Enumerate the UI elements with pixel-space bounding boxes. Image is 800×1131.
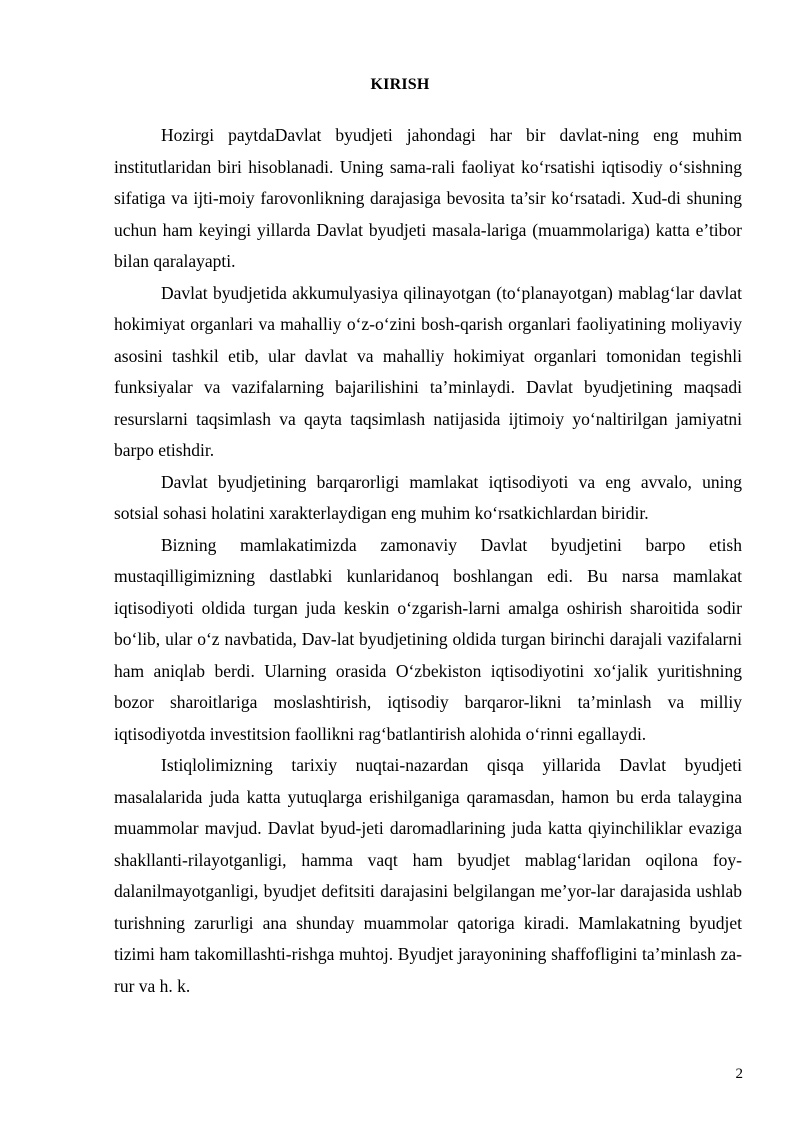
paragraph-3: Davlat byudjetining barqarorligi mamlakat iqtisodiyoti va eng avvalo, uning sotsial sohasi holatini xarakterlaydigan eng muhim ko‘rsatkichlardan biridir. <box>114 471 742 523</box>
page-title: KIRISH <box>370 76 430 93</box>
document-body <box>114 120 742 1002</box>
paragraph-2: Davlat byudjetida akkumulyasiya qilinayotgan (to‘planayotgan) mablag‘lar davlat hokimiyat organlari va mahalliy o‘z-o‘zini bosh-qarish organlari faoliyatining moliyaviy asosini tashkil etib, ular davlat va mahalliy hokimiyat organlari tomonidan tegishli funksiyalar va vazifalarning bajarilishini ta’minlaydi. Davlat byudjetining maqsadi resurslarni taqsimlash va qayta taqsimlash natijasida ijtimoiy yo‘naltirilgan jamiyatni barpo etishdir. <box>114 282 742 460</box>
paragraph-1: Hozirgi paytdaDavlat byudjeti jahondagi har bir davlat-ning eng muhim institutlaridan biri hisoblanadi. Uning sama-rali faoliyat ko‘rsatishi iqtisodiy o‘sishning sifatiga va ijti-moiy farovonlikning darajasiga bevosita ta’sir ko‘rsatadi. Xud-di shuning uchun ham keyingi yillarda Davlat byudjeti masala-lariga (muammolariga) katta e’tibor bilan qaralayapti. <box>114 125 742 271</box>
paragraph-4: Bizning mamlakatimizda zamonaviy Davlat byudjetini barpo etish mustaqilligimizning dastlabki kunlaridanoq boshlangan edi. Bu narsa mamlakat iqtisodiyoti oldida turgan juda keskin o‘zgarish-larni amalga oshirish sharoitida sodir bo‘lib, ular o‘z navbatida, Dav-lat byudjetining oldida turgan birinchi darajali vazifalarni ham aniqlab berdi. Ularning orasida O‘zbekiston iqtisodiyotini xo‘jalik yuritishning bozor sharoitlariga moslashtirish, iqtisodiy barqaror-likni ta’minlash va milliy iqtisodiyotda investitsion faollikni rag‘batlantirish alohida o‘rinni egallaydi. <box>114 534 742 744</box>
page-number: 2 <box>735 1066 743 1082</box>
paragraph-5: Istiqlolimizning tarixiy nuqtai-nazardan qisqa yillarida Davlat byudjeti masalalarida juda katta yutuqlarga erishilganiga qaramasdan, hamon bu erda talaygina muammolar mavjud. Davlat byud-jeti daromadlarining juda katta qiyinchiliklar evaziga shakllanti-rilayotganligi, hamma vaqt ham byudjet mablag‘laridan oqilona foy-dalanilmayotganligi, byudjet defitsiti darajasini belgilangan me’yor-lar darajasida ushlab turishning zarurligi ana shunday muammolar qatoriga kiradi. Mamlakatning byudjet tizimi ham takomillashti-rishga muhtoj. Byudjet jarayonining shaffofligini ta’minlash za-rur va h. k. <box>114 755 742 996</box>
